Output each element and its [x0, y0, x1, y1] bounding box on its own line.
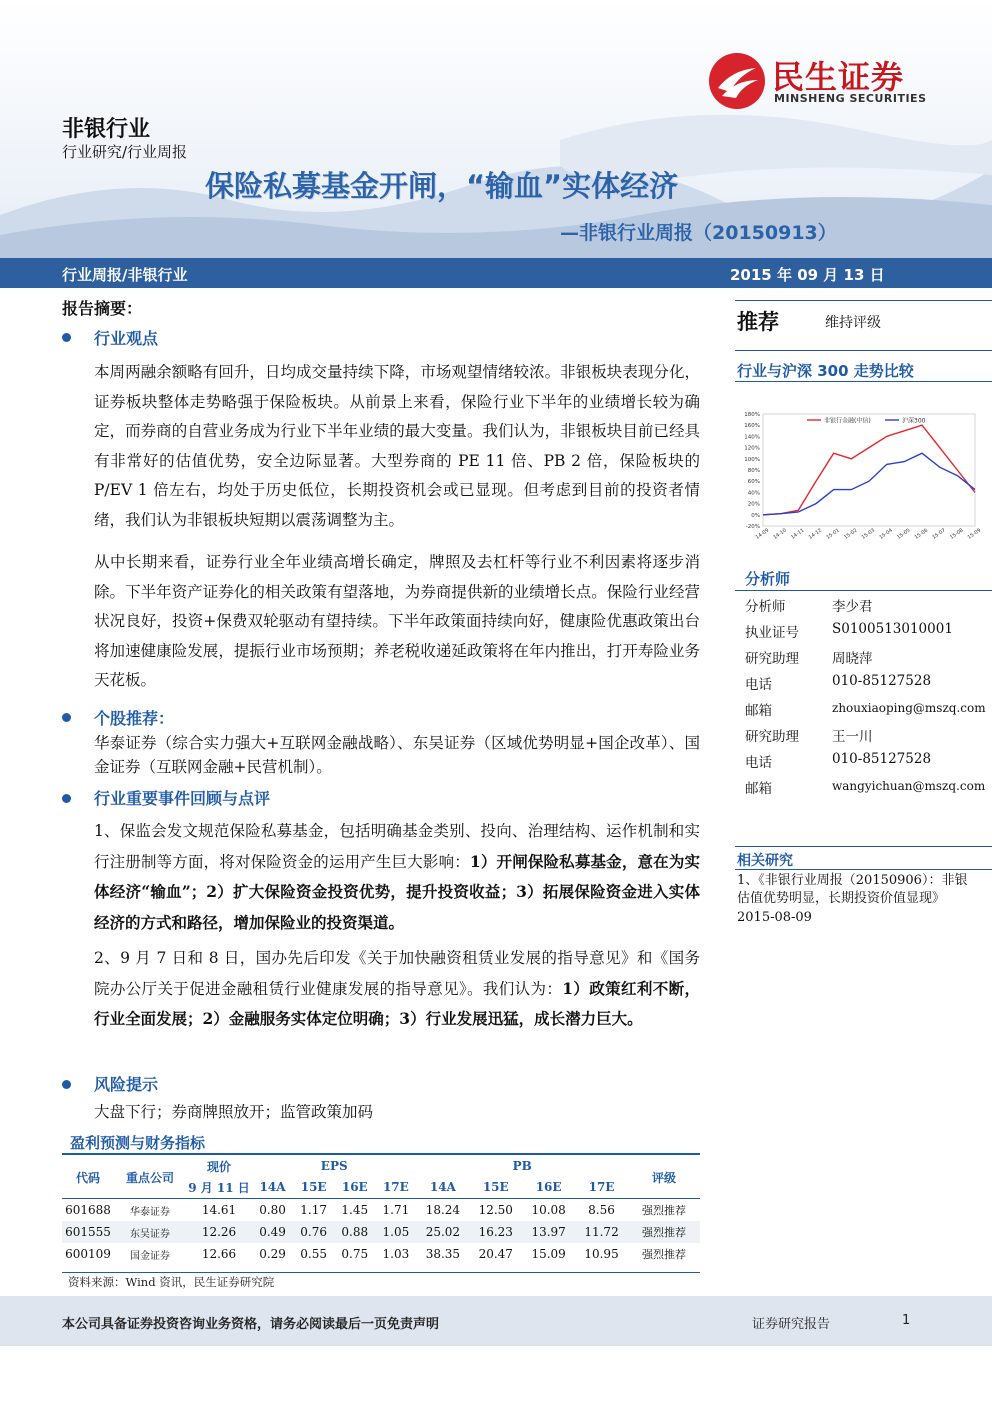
cell-value: 0.76	[300, 1225, 328, 1239]
cell-value: 38.35	[425, 1247, 461, 1261]
cell-company: 东吴证券	[130, 1228, 170, 1240]
x-tick-label: 15-09	[966, 527, 983, 541]
summary-heading: 报告摘要：	[62, 299, 143, 318]
event-1-conclusion: 1）开闸保险私募基金，意在为实体经济“输血”；2）扩大保险资金投资优势，提升投资收益；3）拓展保险资金进入实体经济的方式和路径，增加保险业的投资渠道。	[94, 851, 700, 932]
y-tick-label: 140%	[744, 434, 760, 441]
cell-rating: 强烈推荐	[642, 1248, 686, 1261]
cell-value: 20.47	[478, 1247, 513, 1261]
brand-name-en: MINSHENG SECURITIES	[774, 92, 927, 105]
contact-value[interactable]: wangyichuan@mszq.com	[832, 779, 986, 793]
col-year: 16E	[341, 1180, 368, 1194]
sidebar-rule	[735, 350, 992, 351]
x-tick-label: 15-07	[931, 527, 947, 541]
cell-rating: 强烈推荐	[642, 1204, 686, 1217]
sidebar-rule	[735, 590, 992, 591]
finance-table-bottom-rule	[62, 1272, 700, 1273]
cell-company: 华泰证券	[130, 1206, 170, 1218]
header-band	[0, 258, 992, 288]
contact-label: 研究助理	[745, 729, 799, 745]
analyst-title: 分析师	[745, 570, 791, 588]
chart-title: 行业与沪深 300 走势比较	[737, 362, 914, 380]
cell-code: 600109	[65, 1247, 111, 1261]
col-year: 14A	[429, 1180, 456, 1194]
plot-area	[763, 414, 975, 526]
contact-value: S0100513010001	[832, 621, 953, 637]
col-year: 17E	[382, 1180, 409, 1194]
report-title: 保险私募基金开闸，“输血”实体经济	[205, 169, 679, 203]
series-line	[763, 425, 975, 515]
band-date: 2015 年 09 月 13 日	[730, 266, 885, 284]
footer-report-type: 证券研究报告	[752, 1317, 831, 1332]
cell-rating: 强烈推荐	[642, 1226, 686, 1239]
contact-row	[745, 751, 985, 775]
legend-label: 非银行金融(中信)	[824, 417, 871, 425]
cell-code: 601555	[65, 1225, 111, 1239]
event-1-paragraph	[94, 817, 700, 938]
sidebar-rule	[735, 869, 992, 870]
related-title: 相关研究	[737, 853, 793, 869]
report-subtitle: 行业研究/行业周报	[62, 143, 188, 161]
section-bullet	[62, 713, 71, 722]
y-tick-label: 20%	[747, 501, 760, 508]
y-tick-label: 100%	[744, 456, 760, 463]
col-year: 14A	[259, 1180, 286, 1194]
section-bullet	[62, 1080, 71, 1089]
contact-row	[745, 621, 985, 645]
cell-value: 8.56	[588, 1203, 615, 1217]
y-tick-label: 120%	[744, 445, 760, 452]
cell-value: 0.75	[341, 1247, 369, 1261]
footer-disclaimer: 本公司具备证券投资咨询业务资格，请务必阅读最后一页免责声明	[62, 1317, 440, 1332]
y-tick-label: 160%	[744, 423, 760, 430]
contact-row	[745, 647, 985, 671]
section-title-risk: 风险提示	[94, 1075, 159, 1094]
series-line	[763, 453, 975, 515]
cell-price: 12.26	[201, 1225, 237, 1239]
cell-value: 15.09	[531, 1247, 566, 1261]
col-company: 重点公司	[125, 1170, 174, 1185]
section-title-view: 行业观点	[94, 329, 159, 348]
section-title-stocks: 个股推荐：	[94, 709, 175, 728]
contact-label: 电话	[745, 755, 772, 771]
page-number: 1	[902, 1313, 911, 1328]
col-year: 17E	[588, 1180, 615, 1194]
cell-value: 11.72	[584, 1225, 619, 1239]
y-tick-label: 60%	[747, 479, 760, 486]
view-paragraph-1: 本周两融余额略有回升，日均成交量持续下降，市场观望情绪较浓。非银板块表现分化，证券板块整体走势略强于保险板块。从前景上来看，保险行业下半年的业绩增长较为确定，而券商的自营业务成为行业下半年业绩的最大变量。我们认为，非银板块目前已经具有非常好的估值优势，安全边际显著。大型券商的 PE 11 倍、PB 2 倍，保险板块的 P/EV 1 倍左右，均处于历史低位，长期投资机会或已显现。但考虑到目前的投资者情绪，我们认为非银板块短期以震荡调整为主。	[94, 363, 700, 529]
section-bullet	[62, 794, 71, 803]
cell-value: 1.17	[300, 1203, 328, 1217]
col-year: 15E	[482, 1180, 509, 1194]
contact-value: 010-85127528	[832, 751, 932, 767]
risk-text: 大盘下行；券商牌照放开；监管政策加码	[94, 1103, 374, 1121]
page-footer	[0, 1296, 992, 1346]
table-row	[62, 1221, 700, 1243]
rating-label: 推荐	[737, 310, 779, 334]
finance-table-title: 盈利预测与财务指标	[70, 1134, 206, 1152]
contact-row	[745, 777, 985, 801]
contact-value: 周晓萍	[832, 651, 873, 667]
x-tick-label: 14-09	[754, 527, 771, 541]
cell-value: 1.71	[382, 1203, 410, 1217]
cell-value: 10.95	[584, 1247, 619, 1261]
stocks-paragraph: 华泰证券（综合实力强大+互联网金融战略）、东吴证券（区域优势明显+国企改革）、国金证券（互联网金融+民营机制）。	[94, 734, 700, 776]
x-tick-label: 14-12	[807, 527, 824, 541]
cell-value: 12.50	[478, 1203, 513, 1217]
industry-vs-hs300-chart	[735, 408, 983, 548]
y-tick-label: 80%	[747, 468, 760, 474]
contact-label: 电话	[745, 677, 772, 693]
cell-code: 601688	[65, 1203, 111, 1217]
x-tick-label: 15-03	[860, 527, 877, 541]
contact-label: 分析师	[745, 599, 786, 615]
col-eps: EPS	[320, 1159, 348, 1173]
related-report: 1、《非银行业周报（20150906）：非银估值优势明显，长期投资价值显现》	[737, 873, 968, 906]
cell-value: 1.45	[341, 1203, 369, 1217]
x-tick-label: 15-04	[878, 527, 894, 541]
legend-label: 沪深300	[902, 417, 926, 425]
col-code: 代码	[75, 1170, 100, 1185]
event-2-text: 2、9 月 7 日和 8 日，国办先后印发《关于加快融资租赁业发展的指导意见》和《国务院办公厅关于促进金融租赁行业健康发展的指导意见》。我们认为：	[94, 949, 700, 998]
y-tick-label: 0%	[751, 512, 760, 519]
table-row	[62, 1243, 700, 1265]
section-title-events: 行业重要事件回顾与点评	[94, 789, 271, 808]
contact-label: 研究助理	[745, 651, 799, 667]
contact-label: 邮箱	[745, 703, 772, 719]
x-tick-label: 14-11	[790, 527, 806, 541]
cell-company: 国金证券	[130, 1250, 170, 1262]
cell-value: 16.23	[478, 1225, 513, 1239]
x-tick-label: 15-08	[949, 527, 965, 541]
contact-value: 王一川	[832, 729, 873, 745]
x-tick-label: 15-06	[913, 527, 930, 541]
sidebar-top-rule	[735, 300, 992, 301]
x-tick-label: 15-01	[825, 527, 841, 541]
cell-value: 1.05	[382, 1225, 410, 1239]
brand-name-cn: 民生证券	[772, 58, 905, 96]
event-1-text: 1、保监会发文规范保险私募基金，包括明确基金类别、投向、治理结构、运作机制和实行注册制等方面，将对保险资金的运用产生巨大影响：	[94, 822, 700, 871]
sidebar-rule	[735, 381, 992, 382]
report-date-line: —非银行业周报（20150913）	[560, 222, 837, 244]
related-date: 2015-08-09	[737, 910, 812, 925]
minsheng-logo-icon	[708, 52, 766, 110]
event-2-conclusion: 1）政策红利不断，行业全面发展；2）金融服务实体定位明确；3）行业发展迅猛，成长潜力巨大。	[94, 978, 700, 1028]
contact-row	[745, 673, 985, 697]
x-tick-label: 15-02	[843, 527, 859, 541]
x-tick-label: 15-05	[896, 527, 912, 541]
cell-value: 0.80	[259, 1203, 286, 1217]
col-rating: 评级	[651, 1170, 676, 1185]
finance-table-top-rule	[62, 1153, 700, 1155]
col-year: 16E	[535, 1180, 562, 1194]
contact-value: 李少君	[832, 599, 873, 615]
cell-value: 13.97	[531, 1225, 566, 1239]
contact-label: 执业证号	[745, 625, 799, 641]
contact-label: 邮箱	[745, 781, 772, 797]
cell-value: 1.03	[382, 1247, 410, 1261]
cell-price: 12.66	[201, 1247, 237, 1261]
x-tick-label: 14-10	[772, 527, 788, 541]
y-tick-label: 180%	[744, 412, 760, 418]
rating-note: 维持评级	[825, 315, 881, 331]
cell-value: 25.02	[425, 1225, 461, 1239]
sidebar-rule	[735, 846, 992, 847]
y-tick-label: 40%	[747, 490, 760, 497]
col-year: 15E	[300, 1180, 327, 1194]
cell-value: 0.29	[259, 1247, 286, 1261]
event-2-paragraph	[94, 944, 700, 1035]
col-price: 现价	[206, 1159, 231, 1174]
cell-value: 0.49	[259, 1225, 286, 1239]
section-bullet	[62, 333, 71, 342]
col-price-date: 9 月 11 日	[188, 1180, 250, 1195]
contact-row	[745, 725, 985, 749]
cell-value: 0.88	[341, 1225, 369, 1239]
band-left-label: 行业周报/非银行业	[62, 266, 188, 284]
contact-row	[745, 595, 985, 619]
view-paragraph-2: 从中长期来看，证券行业全年业绩高增长确定，牌照及去杠杆等行业不利因素将逐步消除。下半年资产证券化的相关政策有望落地，为券商提供新的业绩增长点。保险行业经营状况良好，投资+保费双轮驱动有望持续。下半年政策面持续向好，健康险优惠政策出台将加速健康险发展，提振行业市场预期；养老税收递延政策将在年内推出，打开寿险业务天花板。	[94, 553, 700, 689]
cell-value: 10.08	[531, 1203, 566, 1217]
table-row	[62, 1199, 700, 1222]
cell-value: 18.24	[425, 1203, 461, 1217]
cell-value: 0.55	[300, 1247, 328, 1261]
cell-price: 14.61	[201, 1203, 237, 1217]
y-tick-label: -20%	[745, 524, 760, 530]
finance-table	[62, 1156, 700, 1265]
industry-title: 非银行业	[62, 117, 151, 142]
finance-source: 资料来源：Wind 资讯，民生证券研究院	[68, 1275, 275, 1289]
contact-value[interactable]: zhouxiaoping@mszq.com	[832, 701, 986, 715]
contact-row	[745, 699, 985, 723]
contact-value: 010-85127528	[832, 673, 932, 689]
col-pb: PB	[512, 1159, 532, 1173]
